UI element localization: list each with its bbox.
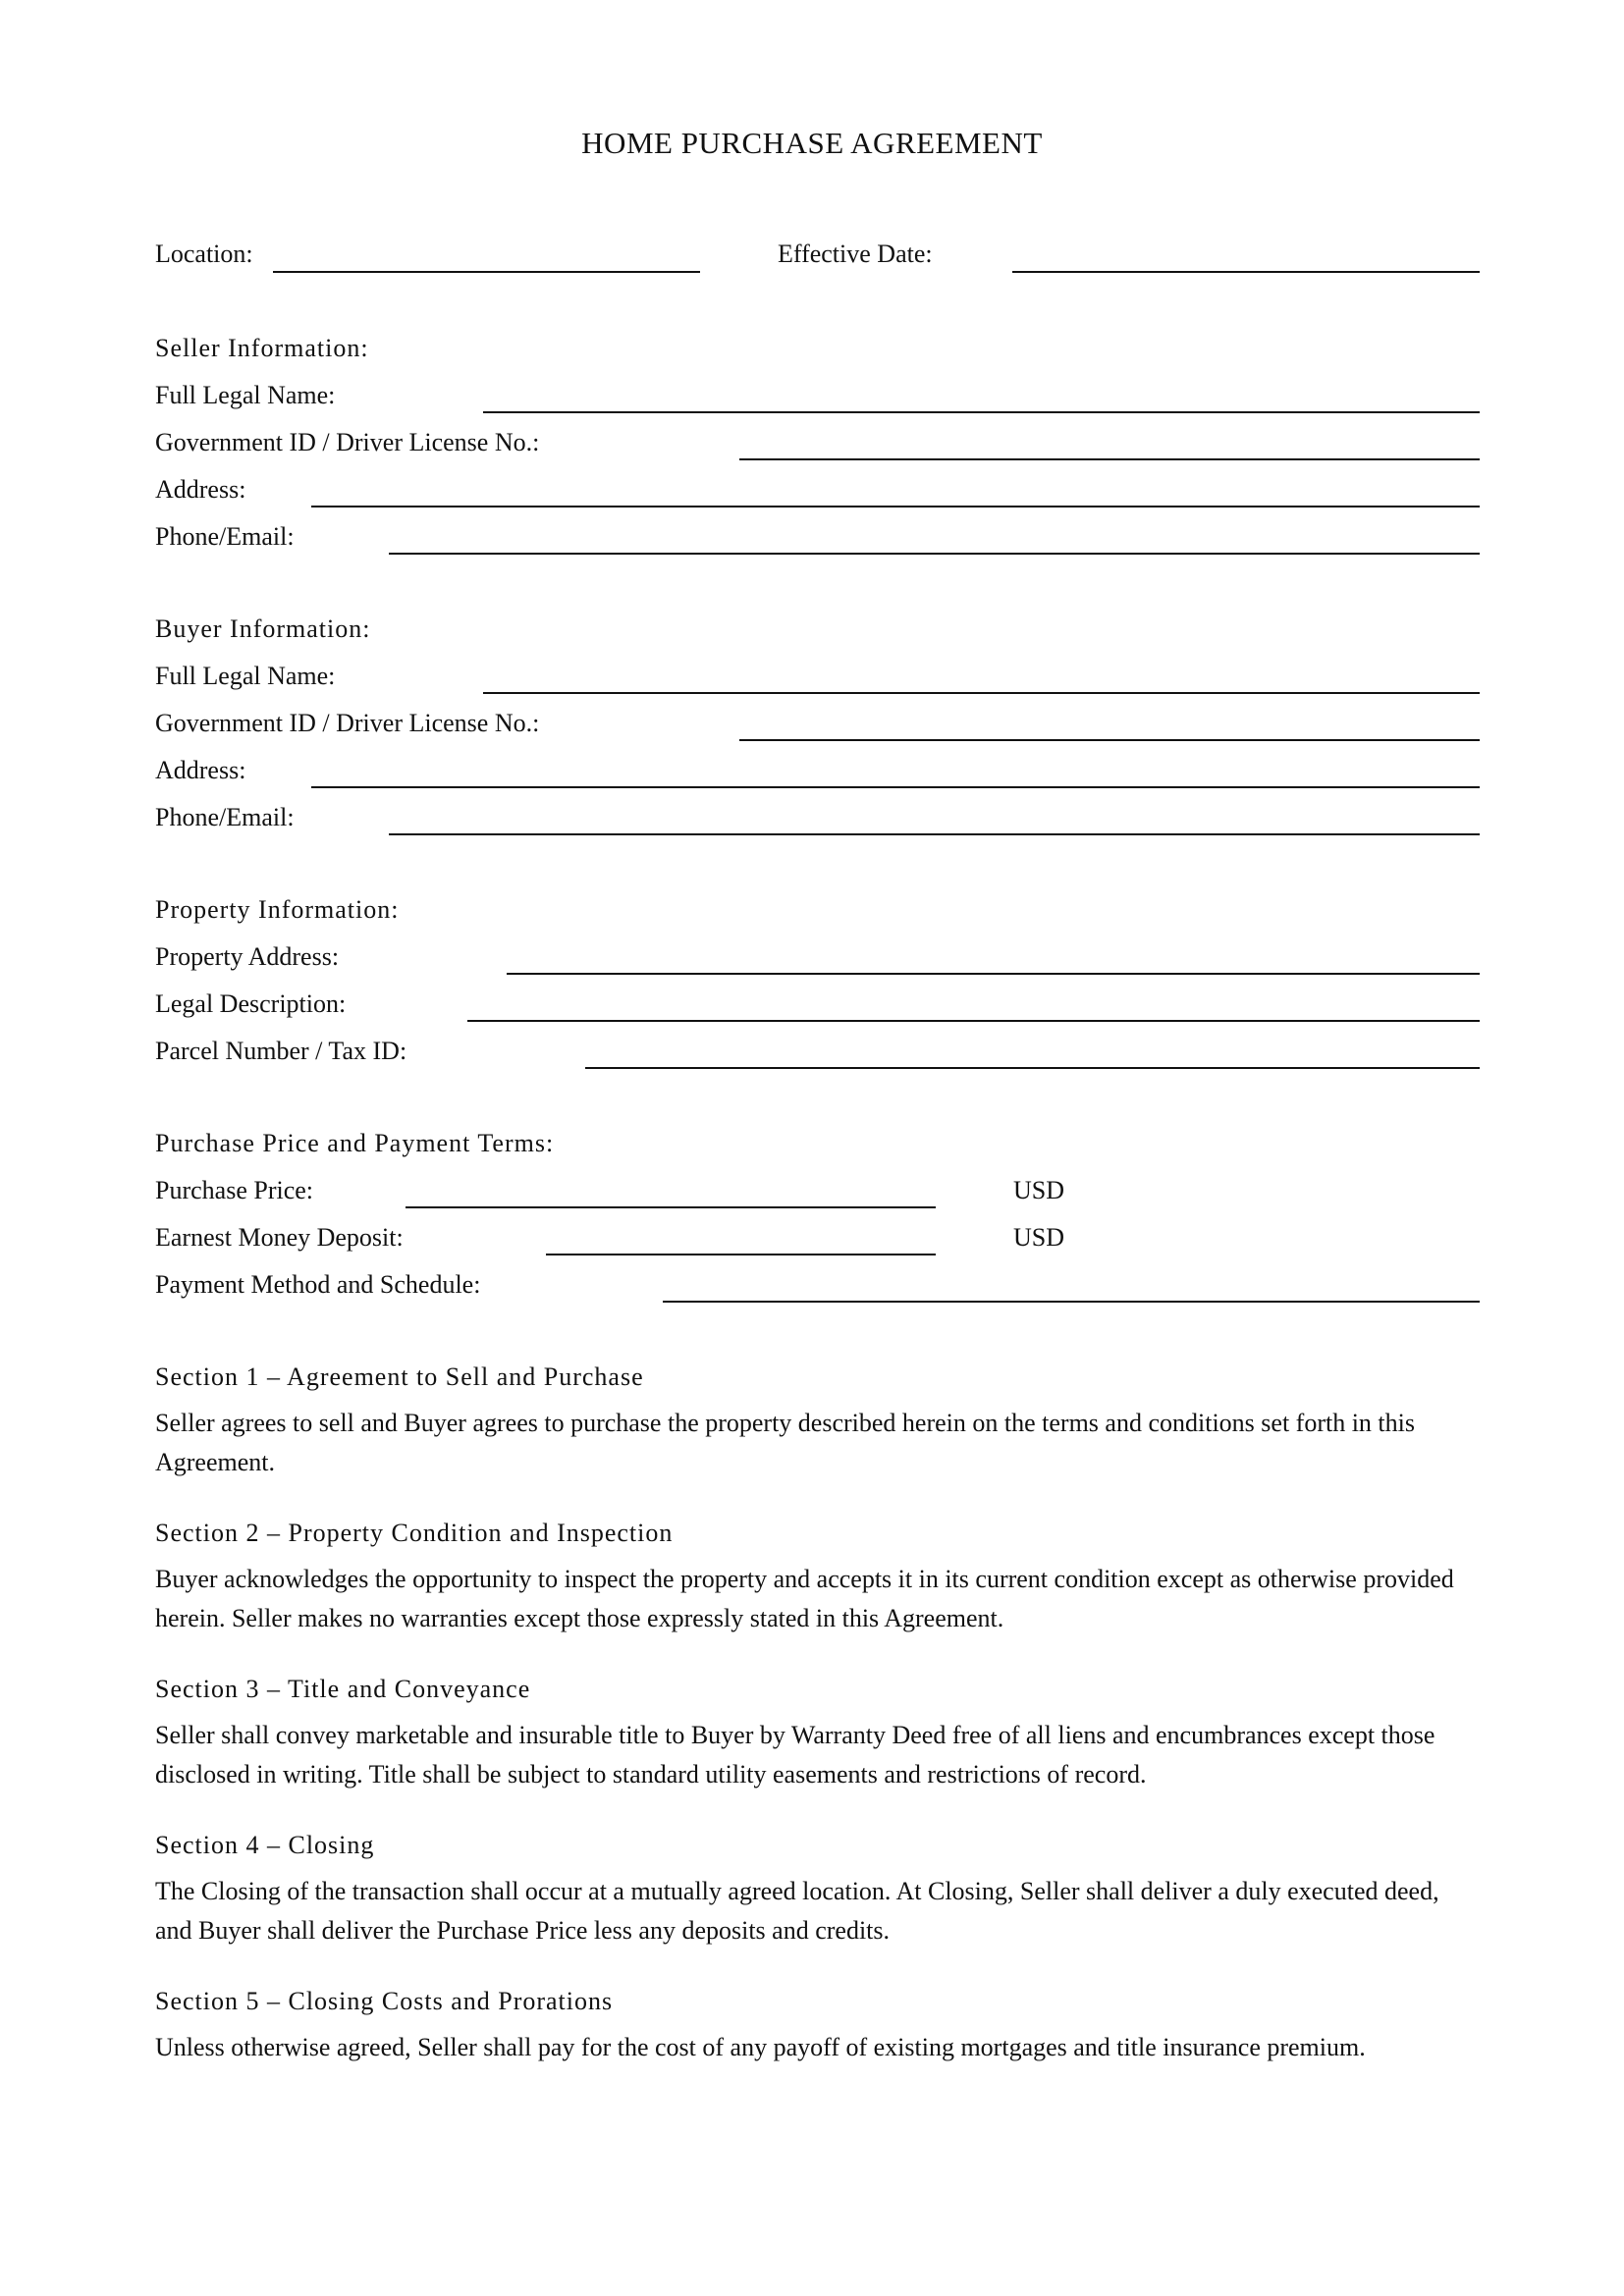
seller-address-label: Address:: [155, 475, 246, 504]
seller-id-field[interactable]: [739, 458, 1480, 460]
seller-name-label: Full Legal Name:: [155, 381, 336, 409]
seller-address-field[interactable]: [311, 506, 1480, 507]
seller-contact-field[interactable]: [389, 553, 1480, 555]
buyer-contact-label: Phone/Email:: [155, 803, 295, 831]
purchase-price-unit: USD: [1013, 1176, 1065, 1204]
earnest-deposit-unit: USD: [1013, 1223, 1065, 1252]
buyer-name-label: Full Legal Name:: [155, 662, 336, 690]
property-heading: Property Information:: [155, 895, 400, 924]
parcel-number-label: Parcel Number / Tax ID:: [155, 1037, 407, 1065]
seller-name-field[interactable]: [483, 411, 1480, 413]
seller-id-label: Government ID / Driver License No.:: [155, 428, 540, 456]
legal-description-field[interactable]: [467, 1020, 1480, 1022]
section-5-heading: Section 5 – Closing Costs and Prorations: [155, 1987, 614, 2015]
buyer-address-field[interactable]: [311, 786, 1480, 788]
section-4-heading: Section 4 – Closing: [155, 1831, 375, 1859]
effective-date-label: Effective Date:: [778, 240, 933, 268]
payment-heading: Purchase Price and Payment Terms:: [155, 1129, 555, 1157]
seller-contact-label: Phone/Email:: [155, 522, 295, 551]
section-5-body: Unless otherwise agreed, Seller shall pay for the cost of any payoff of existing mortgages and title insurance premium.: [155, 2033, 1366, 2061]
buyer-heading: Buyer Information:: [155, 614, 371, 643]
section-3-body: Seller shall convey marketable and insurable title to Buyer by Warranty Deed free of all liens and encumbrances except those disclosed in writing. Title shall be subject to standard utility easements and restrictions of record.: [155, 1721, 1435, 1789]
earnest-deposit-field[interactable]: [546, 1254, 936, 1255]
document-title: HOME PURCHASE AGREEMENT: [581, 126, 1043, 160]
section-2-heading: Section 2 – Property Condition and Inspection: [155, 1519, 674, 1547]
payment-method-label: Payment Method and Schedule:: [155, 1270, 481, 1299]
payment-method-field[interactable]: [663, 1301, 1480, 1303]
location-label: Location:: [155, 240, 253, 268]
location-field[interactable]: [273, 271, 700, 273]
earnest-deposit-label: Earnest Money Deposit:: [155, 1223, 404, 1252]
property-address-field[interactable]: [507, 973, 1480, 975]
section-3-heading: Section 3 – Title and Conveyance: [155, 1675, 531, 1703]
parcel-number-field[interactable]: [585, 1067, 1480, 1069]
legal-description-label: Legal Description:: [155, 989, 347, 1018]
section-1-heading: Section 1 – Agreement to Sell and Purchase: [155, 1362, 644, 1391]
section-4-body: The Closing of the transaction shall occur at a mutually agreed location. At Closing, Seller shall deliver a duly executed deed, and Buyer shall deliver the Purchase Price less any deposits and credits.: [155, 1877, 1439, 1945]
section-1-body: Seller agrees to sell and Buyer agrees to purchase the property described herein on the terms and conditions set forth in this Agreement.: [155, 1409, 1416, 1476]
purchase-price-field[interactable]: [406, 1206, 936, 1208]
effective-date-field[interactable]: [1012, 271, 1480, 273]
seller-heading: Seller Information:: [155, 334, 369, 362]
purchase-price-label: Purchase Price:: [155, 1176, 314, 1204]
property-address-label: Property Address:: [155, 942, 340, 971]
buyer-id-field[interactable]: [739, 739, 1480, 741]
buyer-name-field[interactable]: [483, 692, 1480, 694]
buyer-address-label: Address:: [155, 756, 246, 784]
buyer-id-label: Government ID / Driver License No.:: [155, 709, 540, 737]
section-2-body: Buyer acknowledges the opportunity to inspect the property and accepts it in its current condition except as otherwise provided herein. Seller makes no warranties except those expressly stated in this Agreement.: [155, 1565, 1454, 1632]
buyer-contact-field[interactable]: [389, 833, 1480, 835]
